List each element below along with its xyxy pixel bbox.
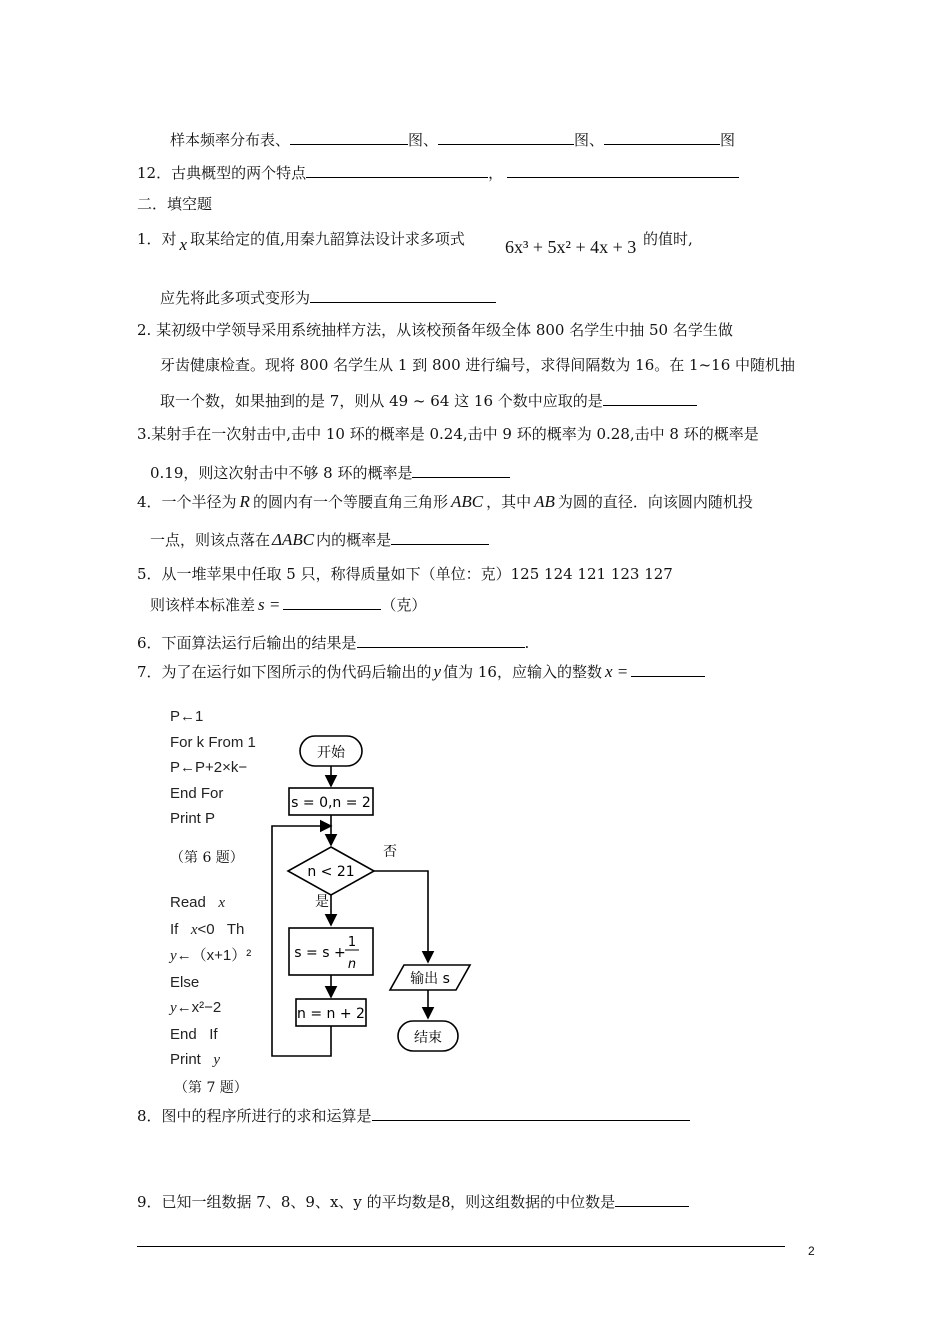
condition-label: n < 21 <box>307 864 355 880</box>
question-9-text: 9．已知一组数据 7、8、9、x、y 的平均数是 <box>137 1193 442 1211</box>
code-text: <0 Th <box>197 920 245 938</box>
question-12-text: 12．古典概型的两个特点 <box>137 164 307 182</box>
variable-x: x <box>179 235 188 254</box>
question-4-text: 为圆的直径．向该圆内随机投 <box>557 493 753 511</box>
code-var: y <box>170 1000 177 1016</box>
question-2-line2: 牙齿健康检查。现将 800 名学生从 1 到 800 进行编号，求得间隔数为 16。在 1~16 中随机抽 <box>160 356 796 374</box>
code-var: y <box>170 948 177 964</box>
init-label: s = 0,n = 2 <box>291 795 371 811</box>
code-text: ←（x+1）² <box>176 947 252 964</box>
code-line: P←1 <box>170 708 204 725</box>
question-5-text: 则该样本标准差 <box>150 596 256 614</box>
question-3-text: 0.19，则这次射击中不够 8 环的概率是 <box>150 464 413 482</box>
code-line: P←P+2×k− <box>170 759 248 776</box>
triangle-ABC-symbol: ΔABC <box>272 530 315 549</box>
question-4-text: 4．一个半径为 <box>137 493 237 511</box>
polynomial: 6x³ + 5x² + 4x + 3 <box>505 237 637 257</box>
question-2-text: 取一个数，如果抽到的是 7，则从 49 ~ 64 这 16 个数中应取的是 <box>160 392 603 410</box>
update-n-label: n = n + 2 <box>297 1006 365 1022</box>
unit-label: （克） <box>381 596 427 614</box>
code-keyword: Print <box>170 1051 214 1068</box>
mean-value: 8 <box>441 1192 451 1211</box>
end-label: 结束 <box>414 1030 442 1046</box>
graph-label: 图、 <box>574 131 605 149</box>
question-8 <box>137 1104 690 1126</box>
question-7-text: 值为 16，应输入的整数 <box>443 663 602 681</box>
output-label: 输出 s <box>410 971 450 987</box>
comma: ， <box>488 164 504 182</box>
code-keyword: Read <box>170 894 219 911</box>
code-line: End If <box>170 1025 218 1043</box>
question-7-text: 7．为了在运行如下图所示的伪代码后输出的 <box>137 663 432 681</box>
code-line: Else <box>170 973 200 991</box>
update-s-label: s = s + <box>294 945 346 961</box>
freq-table-text: 样本频率分布表、 <box>170 131 291 149</box>
triangle-ABC: ABC <box>450 492 484 511</box>
code-text: ←x²−2 <box>176 999 222 1016</box>
question-4-text: 内的概率是 <box>316 531 392 549</box>
question-5-line1: 5．从一堆苹果中任取 5 只，称得质量如下（单位：克）125 124 121 123 127 <box>137 565 673 583</box>
variable-y: y <box>433 662 442 681</box>
question-1-text: 应先将此多项式变形为 <box>160 289 311 307</box>
graph-label: 图、 <box>408 131 439 149</box>
code-var: x <box>190 921 198 938</box>
yes-label: 是 <box>315 894 329 910</box>
answer-blank[interactable] <box>615 1190 689 1207</box>
page-number: 2 <box>808 1244 815 1258</box>
fraction-denominator: n <box>347 957 357 972</box>
variable-x: x = <box>604 662 629 681</box>
start-label: 开始 <box>317 745 345 761</box>
question-4-text: 的圆内有一个等腰直角三角形 <box>252 493 448 511</box>
code-line: End For <box>170 784 224 802</box>
segment-AB: AB <box>534 492 555 511</box>
std-dev-symbol: s = <box>258 595 281 614</box>
question-6-text: 6．下面算法运行后输出的结果是 <box>137 634 357 652</box>
section-heading: 二．填空题 <box>137 195 213 213</box>
code-line: Print P <box>170 810 216 827</box>
fraction-numerator: 1 <box>347 935 357 950</box>
question-2-line1: 2. 某初级中学领导采用系统抽样方法，从该校预备年级全体 800 名学生中抽 50 名学生做 <box>137 321 733 339</box>
period: . <box>524 634 530 652</box>
question-3-line1: 3.某射手在一次射击中,击中 10 环的概率是 0.24,击中 9 环的概率为 0.28,击中 8 环的概率是 <box>137 425 759 443</box>
question-1-text: 1．对 <box>137 230 177 248</box>
question-1-end: 的值时, <box>643 230 693 248</box>
code-line: For k From 1 <box>170 733 256 751</box>
variable-R: R <box>239 492 250 511</box>
code-var: y <box>213 1052 221 1068</box>
question-9-text: ，则这组数据的中位数是 <box>450 1193 616 1211</box>
graph-label: 图 <box>720 131 736 149</box>
question-8-text: 8．图中的程序所进行的求和运算是 <box>137 1107 372 1125</box>
question-4-text: 一点，则该点落在 <box>150 531 271 549</box>
caption-q7: （第 7 题） <box>174 1080 248 1096</box>
question-4-text: ，其中 <box>486 493 532 511</box>
question-1-text: 取某给定的值,用秦九韶算法设计求多项式 <box>190 230 465 248</box>
footer-rule <box>137 1246 785 1247</box>
no-label: 否 <box>383 844 397 860</box>
answer-blank[interactable] <box>372 1104 690 1121</box>
code-var: x <box>218 895 226 911</box>
question-9 <box>137 1190 689 1212</box>
code-keyword: If <box>170 920 191 938</box>
caption-q6: （第 6 题） <box>170 850 244 866</box>
